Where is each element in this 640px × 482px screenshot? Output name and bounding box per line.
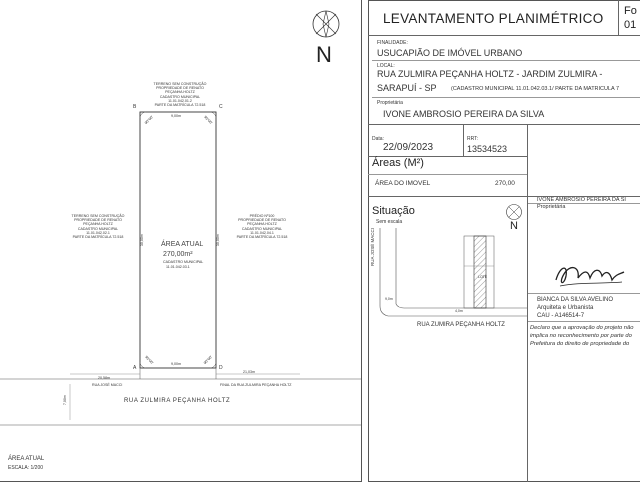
local-line1: RUA ZULMIRA PEÇANHA HOLTZ - JARDIM ZULMIRA -: [377, 69, 603, 79]
footer-title: ÁREA ATUAL: [8, 456, 45, 462]
angle-d: 90°00': [202, 355, 213, 366]
owner-role: Proprietária: [537, 204, 566, 210]
architect-signature-icon: [550, 258, 630, 292]
arch-role: Arquiteta e Urbanista: [537, 305, 594, 311]
areas-title: Áreas (M²): [372, 157, 424, 169]
local-line2-small: (CADASTRO MUNICIPAL 11.01.042.03.1/ PARTE DA MATRICULA 7: [451, 86, 620, 92]
proprietaria: IVONE AMBROSIO PEREIRA DA SILVA: [383, 109, 545, 119]
area-cadastro-num: 11.01.042.03.1: [166, 265, 190, 269]
dim-right-bottom: 21,03m: [243, 370, 255, 374]
situacao-title: Situação: [372, 205, 415, 217]
area-imovel-label: ÁREA DO IMOVEL: [375, 180, 431, 187]
local-label: LOCAL:: [377, 63, 395, 69]
vertex-c: C: [219, 104, 223, 110]
declaration: Declaro que a aprovação do projeto não implica no reconhecimento por parte do Prefeitura do direito de propriedade do: [530, 325, 634, 347]
arch-name: BIANCA DA SILVA AVELINO: [537, 297, 614, 303]
angle-a: 90°00': [144, 355, 155, 366]
sheet-num: 01: [624, 19, 637, 31]
sheet-label: Fo: [624, 5, 637, 17]
situacao-north-icon: [505, 203, 523, 221]
dim-left-bottom: 20,58m: [98, 376, 110, 380]
top-neighbor: TERRENO SEM CONSTRUÇÃO PROPRIEDADE DE RENATO PEÇANHA HOLTZ CADASTRO MUNICIPAL 11.01.042.01.2 PARTE DA MATRÍCULA 72.518: [153, 82, 207, 108]
vertex-b: B: [133, 104, 137, 110]
sit-street-vertical: RUA JOSÉ MACCI: [370, 227, 375, 266]
sit-dim1: 9,0m: [385, 297, 393, 301]
rrt: 13534523: [467, 144, 508, 154]
dim-right: 30,00m: [215, 234, 220, 247]
north-letter: N: [316, 42, 332, 67]
vertex-d: D: [219, 365, 223, 371]
street-main: RUA ZULMIRA PEÇANHA HOLTZ: [124, 398, 231, 404]
dim-top: 9,00m: [171, 114, 181, 118]
local-line2: SARAPUÍ - SP: [377, 83, 437, 93]
area-cadastro: CADASTRO MUNICIPAL: [163, 260, 204, 264]
right-neighbor: PRÉDIO Nº100 PROPRIEDADE DE RENATO PEÇANHA HOLTZ CADASTRO MUNICIPAL 11.01.042.04.1 PARTE DA MATRÍCULA 72.518: [236, 214, 288, 240]
title: LEVANTAMENTO PLANIMÉTRICO: [383, 11, 604, 26]
left-neighbor: TERRENO SEM CONSTRUÇÃO PROPRIEDADE DE RENATO PEÇANHA HOLTZ CADASTRO MUNICIPAL 11.01.042.02.1 PARTE DA MATRÍCULA 72.518: [71, 214, 125, 240]
finalidade-label: FINALIDADE:: [377, 40, 408, 46]
dim-street-width: 7,00m: [62, 395, 67, 406]
footer-scale: ESCALA: 1/200: [8, 465, 44, 471]
area-imovel-value: 270,00: [495, 180, 515, 187]
dim-bottom: 9,00m: [171, 362, 181, 366]
angle-b: 90°00': [143, 115, 154, 126]
proprietaria-label: Proprietária: [377, 100, 403, 106]
situacao-north: N: [510, 220, 518, 232]
street-right: FINAL DA RUA ZULMIRA PEÇANHA HOLTZ: [220, 383, 292, 387]
sit-street-bottom: RUA ZUMIRA PEÇANHA HOLTZ: [417, 322, 505, 328]
dim-left: 30,00m: [139, 234, 144, 247]
street-left: RUA JOSÉ MACCI: [92, 383, 123, 387]
arch-cau: CAU - A146514-7: [537, 313, 585, 319]
sit-dim2: 4,0m: [455, 309, 463, 313]
data-label: Data:: [372, 136, 384, 142]
owner-name: IVONE AMBROSIO PEREIRA DA SI: [537, 197, 626, 203]
area-value: 270,00m²: [163, 251, 193, 258]
data: 22/09/2023: [383, 142, 434, 153]
rrt-label: RRT:: [467, 136, 479, 142]
finalidade: USUCAPIÃO DE IMÓVEL URBANO: [377, 48, 523, 58]
angle-c: 90°00': [203, 115, 214, 126]
vertex-a: A: [133, 365, 137, 371]
situacao-scale: Sem escala: [376, 219, 403, 225]
sit-lot-label: LOTE: [478, 275, 488, 279]
area-label: ÁREA ATUAL: [161, 241, 204, 248]
